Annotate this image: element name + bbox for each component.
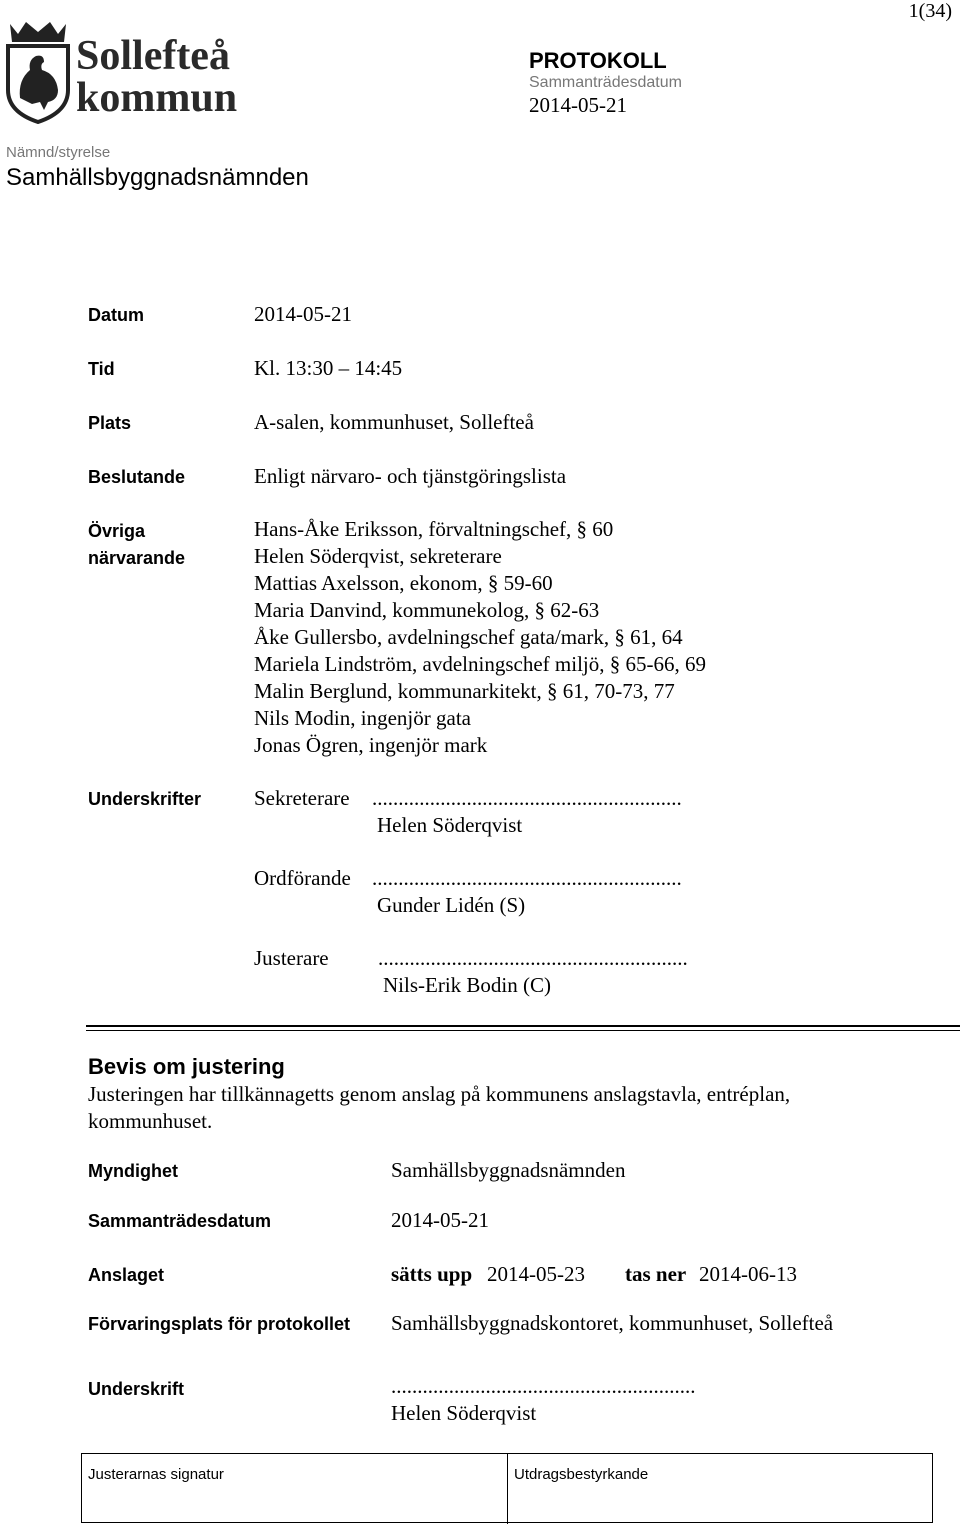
utdragsbestyrkande: Utdragsbestyrkande [514, 1466, 649, 1483]
bevis-datum-label: Sammanträdesdatum [88, 1211, 272, 1231]
divider [86, 1025, 960, 1031]
beslutande-label: Beslutande [88, 467, 186, 487]
list-item: Maria Danvind, kommunekolog, § 62-63 [254, 598, 600, 622]
beslutande-value: Enligt närvaro- och tjänstgöringslista [254, 464, 567, 488]
anslaget-label: Anslaget [88, 1265, 165, 1285]
list-item: Hans-Åke Eriksson, förvaltningschef, § 60 [254, 517, 614, 541]
list-item: Malin Berglund, kommunarkitekt, § 61, 70-73, 77 [254, 679, 675, 703]
bevis-text-1: Justeringen har tillkännagetts genom anslag på kommunens anslagstavla, entréplan, [88, 1082, 791, 1106]
tid-label: Tid [88, 359, 115, 379]
plats-value: A-salen, kommunhuset, Sollefteå [254, 410, 534, 434]
sekreterare-name: Helen Söderqvist [377, 813, 523, 837]
tas-ner-value: 2014-06-13 [699, 1262, 797, 1286]
justerare-name: Nils-Erik Bodin (C) [383, 973, 551, 997]
justerarnas-signatur: Justerarnas signatur [88, 1466, 224, 1483]
satts-upp-label: sätts upp [391, 1262, 473, 1286]
list-item: Mariela Lindström, avdelningschef miljö, § 65-66, 69 [254, 652, 706, 676]
tas-ner-label: tas ner [625, 1262, 687, 1286]
list-item: Jonas Ögren, ingenjör mark [254, 733, 488, 757]
underskrift-label: Underskrift [88, 1379, 185, 1399]
forvaring-value: Samhällsbyggnadskontoret, kommunhuset, Sollefteå [391, 1311, 834, 1335]
myndighet-value: Samhällsbyggnadsnämnden [391, 1158, 626, 1182]
footer-box [81, 1453, 933, 1523]
justerare-label: Justerare [254, 946, 329, 970]
board-name: Samhällsbyggnadsnämnden [6, 164, 309, 191]
logo-line1: Sollefteå [76, 33, 230, 79]
list-item: Nils Modin, ingenjör gata [254, 706, 471, 730]
ovriga-label-1: Övriga [88, 521, 146, 541]
footer-divider [507, 1454, 508, 1524]
bevis-text-2: kommunhuset. [88, 1109, 213, 1133]
board-label: Nämnd/styrelse [6, 144, 111, 161]
doc-type: PROTOKOLL [529, 48, 667, 73]
ovriga-label-2: närvarande [88, 548, 186, 568]
sekreterare-label: Sekreterare [254, 786, 350, 810]
plats-label: Plats [88, 413, 132, 433]
satts-upp-value: 2014-05-23 [487, 1262, 585, 1286]
datum-value: 2014-05-21 [254, 302, 352, 326]
list-item: Mattias Axelsson, ekonom, § 59-60 [254, 571, 553, 595]
ordforande-dots: ........................................................... [372, 866, 682, 890]
list-item: Åke Gullersbo, avdelningschef gata/mark, § 61, 64 [254, 625, 683, 649]
bevis-datum-value: 2014-05-21 [391, 1208, 489, 1232]
ovriga-list [254, 516, 706, 759]
coat-of-arms-icon [4, 20, 72, 124]
underskrifter-label: Underskrifter [88, 789, 202, 809]
justerare-dots: ........................................................... [378, 946, 688, 970]
ordforande-name: Gunder Lidén (S) [377, 893, 526, 917]
underskrift-name: Helen Söderqvist [391, 1401, 537, 1425]
datum-label: Datum [88, 305, 145, 325]
forvaring-label: Förvaringsplats för protokollet [88, 1314, 351, 1334]
list-item: Helen Söderqvist, sekreterare [254, 544, 502, 568]
myndighet-label: Myndighet [88, 1161, 178, 1181]
tid-value: Kl. 13:30 – 14:45 [254, 356, 403, 380]
sekreterare-dots: ........................................................... [372, 786, 682, 810]
header-date: 2014-05-21 [529, 93, 627, 117]
header-date-label: Sammanträdesdatum [529, 74, 682, 91]
logo-line2: kommun [76, 75, 238, 121]
ordforande-label: Ordförande [254, 866, 351, 890]
page-number: 1(34) [908, 0, 952, 22]
underskrift-dots: .......................................................... [391, 1374, 696, 1398]
bevis-title: Bevis om justering [88, 1054, 285, 1079]
